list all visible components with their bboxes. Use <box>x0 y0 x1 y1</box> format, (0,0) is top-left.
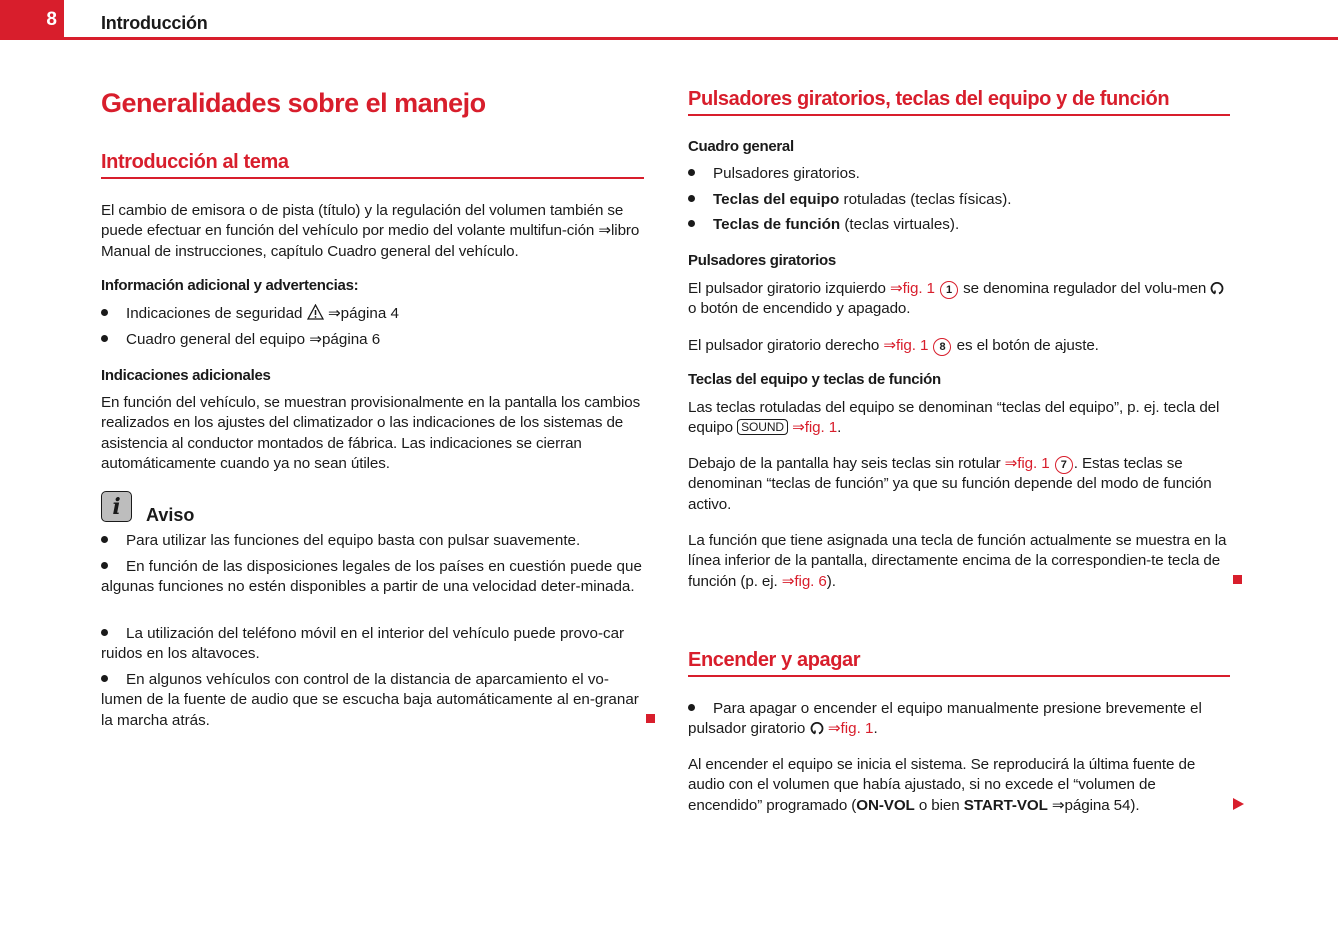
warning-triangle-icon <box>307 304 324 320</box>
page-link[interactable]: página 6 <box>321 331 381 348</box>
header-rule <box>64 37 1338 40</box>
figure-link[interactable]: ⇒fig. 1 <box>883 337 929 354</box>
bullet-icon <box>688 699 713 719</box>
page-number: 8 <box>0 0 64 40</box>
list-item: Cuadro general del equipo ⇒página 6 <box>101 330 644 350</box>
arrow-symbol: ⇒ <box>598 222 612 240</box>
section-end-square-icon <box>1233 575 1242 584</box>
figure-link[interactable]: ⇒fig. 1 <box>889 280 935 297</box>
bullet-icon <box>101 624 126 644</box>
list-item: Teclas de función (teclas virtuales). <box>688 215 1230 235</box>
figure-link[interactable]: ⇒fig. 6 <box>781 572 827 590</box>
keys-paragraph-1: Las teclas rotuladas del equipo se denominan “teclas del equipo”, p. ej. tecla del equipo SOUND ⇒fig. 1. <box>688 399 1220 437</box>
notice-item: En algunos vehículos con control de la distancia de aparcamiento el vo-lumen de la fuente de audio que se escucha baja automáticamente al en-granar la marcha atrás. <box>101 671 639 729</box>
page-link[interactable]: página 54 <box>1064 796 1131 814</box>
power-knob-icon <box>810 721 824 735</box>
callout-number: 1 <box>940 281 958 299</box>
list-item: Indicaciones de seguridad ⇒página 4 <box>101 304 644 324</box>
keys-paragraph-2: Debajo de la pantalla hay seis teclas sin rotular ⇒fig. 1 7 . Estas teclas se denominan “teclas de función” ya que su función depende del modo de función activo. <box>688 455 1212 513</box>
rotary-paragraph-2: El pulsador giratorio derecho ⇒fig. 1 8 es el botón de ajuste. <box>688 337 1099 354</box>
rotary-heading: Pulsadores giratorios <box>688 252 836 269</box>
rotary-paragraph-1: El pulsador giratorio izquierdo ⇒fig. 1 1 se denomina regulador del volu-men o botón de encendido y apagado. <box>688 279 1230 320</box>
bullet-icon <box>101 557 126 577</box>
overview-heading: Cuadro general <box>688 138 794 155</box>
list-item: Pulsadores giratorios. <box>688 164 1230 184</box>
notice-item: La utilización del teléfono móvil en el interior del vehículo puede provo-car ruidos en los altavoces. <box>101 625 625 663</box>
figure-link[interactable]: ⇒fig. 1 <box>827 720 874 738</box>
notice-title: Aviso <box>146 505 195 525</box>
additional-indications-text: En función del vehículo, se muestran provisionalmente en la pantalla los cambios realizados en los ajustes del climatizador o las indicaciones de los sistemas de asistencia al conductor montados de fábrica. Las indicaciones se cierran automáticamente cuando ya no sean útiles. <box>101 394 641 472</box>
list-item: Teclas del equipo rotuladas (teclas físicas). <box>688 190 1230 210</box>
bullet-icon <box>101 330 126 350</box>
additional-indications-heading: Indicaciones adicionales <box>101 367 271 384</box>
bullet-icon <box>101 304 126 324</box>
bullet-icon <box>688 164 713 184</box>
keys-heading: Teclas del equipo y teclas de función <box>688 371 941 388</box>
notice-item: Para utilizar las funciones del equipo basta con pulsar suavemente. <box>101 531 644 551</box>
bullet-icon <box>101 670 126 690</box>
section-title-introduccion: Introducción al tema <box>101 151 644 179</box>
section-end-square-icon <box>646 714 655 723</box>
page-link[interactable]: página 4 <box>340 305 399 322</box>
bullet-icon <box>688 190 713 210</box>
continue-arrow-icon <box>1233 798 1244 810</box>
additional-info-heading: Información adicional y advertencias: <box>101 277 359 294</box>
list-item: Para apagar o encender el equipo manualmente presione brevemente el pulsador giratorio ⇒fig. 1. <box>688 700 1202 738</box>
sound-key-label: SOUND <box>737 419 788 435</box>
callout-number: 7 <box>1055 456 1073 474</box>
intro-paragraph: El cambio de emisora o de pista (título) y la regulación del volumen también se puede efectuar en función del vehículo por medio del volante multifun-ción ⇒libro Manual de instrucciones, capítulo Cuadro general del vehículo. <box>101 202 640 260</box>
figure-link[interactable]: ⇒fig. 1 <box>1004 455 1050 472</box>
chapter-title: Introducción <box>101 13 208 33</box>
keys-paragraph-3: La función que tiene asignada una tecla de función actualmente se muestra en la línea inferior de la pantalla, directamente encima de la correspondien-te tecla de función (p. ej. ⇒fig. 6). <box>688 532 1227 590</box>
section-title-encender: Encender y apagar <box>688 649 1230 677</box>
page-header <box>0 0 1338 40</box>
bullet-icon <box>101 531 126 551</box>
figure-link[interactable]: ⇒fig. 1 <box>792 419 838 437</box>
power-on-paragraph: Al encender el equipo se inicia el sistema. Se reproducirá la última fuente de audio con el volumen que había ajustado, si no excede el “volumen de encendido” programado (ON-VOL o bien START-VOL ⇒página 54). <box>688 756 1196 814</box>
notice-item: En función de las disposiciones legales de los países en cuestión puede que algunas funciones no estén disponibles a partir de una velocidad deter-minada. <box>101 558 642 596</box>
info-icon: i <box>101 491 132 522</box>
power-knob-icon <box>1210 281 1224 295</box>
bullet-icon <box>688 215 713 235</box>
callout-number: 8 <box>933 338 951 356</box>
page-title: Generalidades sobre el manejo <box>101 88 486 118</box>
section-title-pulsadores: Pulsadores giratorios, teclas del equipo y de función <box>688 88 1230 116</box>
